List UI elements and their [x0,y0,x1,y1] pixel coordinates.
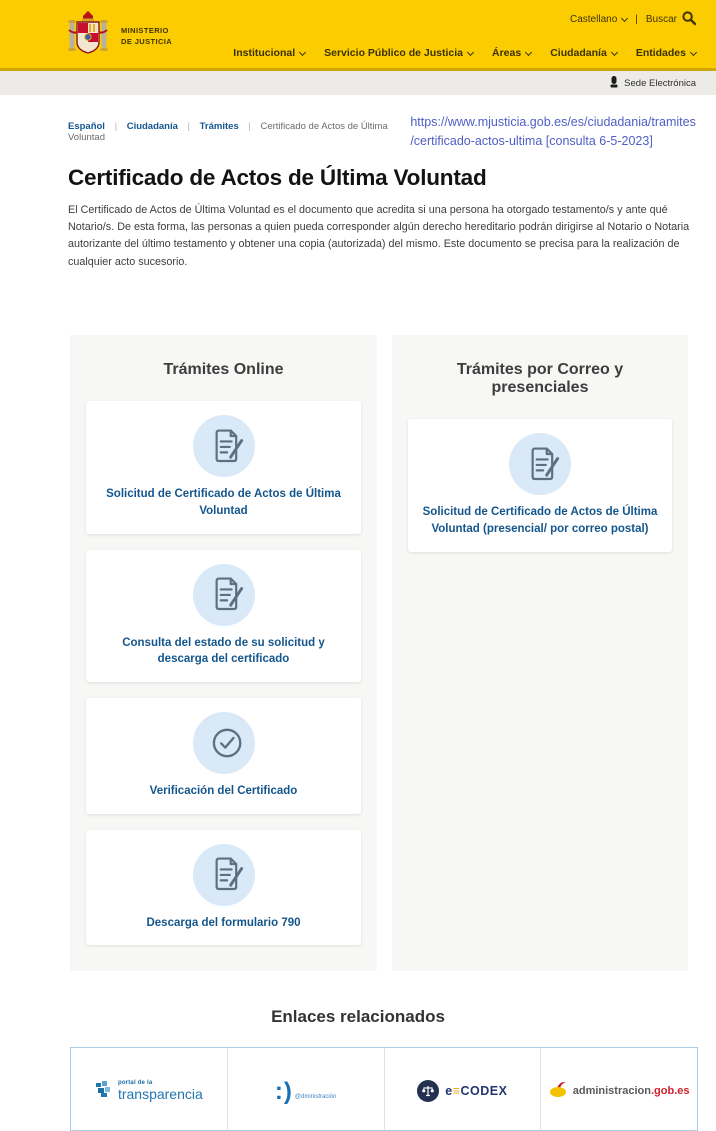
breadcrumb-current: Certificado de Actos de Última Voluntad [68,121,388,143]
panel-postal-title: Trámites por Correo y presenciales [456,361,624,397]
nav-item-ciudadania[interactable]: Ciudadanía [550,47,617,59]
logo-portal-transparencia[interactable]: portal de la transparencia [71,1048,228,1130]
sede-electronica-label: Sede Electrónica [624,77,696,89]
logo-administracion-electronica[interactable]: :) @dministración [228,1048,385,1130]
card-descarga-790[interactable] [86,830,361,946]
card-label: Solicitud de Certificado de Actos de Última Voluntad (presencial/ por correo postal) [422,506,658,536]
spain-coat-of-arms-icon [68,10,108,62]
chevron-down-icon [621,15,628,22]
tramites-panels [70,335,688,971]
chevron-down-icon [611,48,618,55]
check-circle-icon [204,721,244,766]
card-solicitud-certificado[interactable] [86,401,361,533]
smiley-logo-icon: :) [274,1077,293,1105]
chevron-down-icon [690,48,697,55]
logo-e-codex[interactable]: e≡CODEX [385,1048,542,1130]
breadcrumb-ciudadania[interactable]: Ciudadanía [126,121,178,132]
language-label: Castellano [570,14,618,25]
document-edit-icon [204,424,244,469]
breadcrumb: Español | Ciudadanía | Trámites | Certificado de Actos de Última Voluntad [68,121,388,143]
card-label: Descarga del formulario 790 [146,916,301,929]
sede-electronica-link[interactable] [610,76,696,91]
search-label: Buscar [645,14,677,25]
nav-item-servicio-publico[interactable]: Servicio Público de Justicia [324,47,473,59]
panel-online-title: Trámites Online [163,361,284,379]
breadcrumb-tramites[interactable]: Trámites [199,121,239,132]
agob-swoosh-icon [549,1080,571,1103]
document-edit-icon [520,442,560,487]
panel-tramites-online [70,335,377,971]
main-navigation [233,47,696,59]
language-selector[interactable] [570,14,627,25]
header-utility-bar [570,11,696,28]
card-label: Solicitud de Certificado de Actos de Última Voluntad [106,488,341,518]
chevron-down-icon [299,48,306,55]
intro-paragraph: El Certificado de Actos de Última Voluntad es el documento que acredita si una persona ha otorgado testamento/s y ante qué Notario/s. De esta forma, las personas a quien pueda corresponder algún derecho hereditario podrán dirigirse al Notario o Notaria autorizante del último testamento y obtener una copia (autorizada) del mismo. Este documento se precisa para la realización de cualquier acto sucesorio. [68,203,690,268]
related-links-box [70,1047,698,1131]
card-label: Consulta del estado de su solicitud y descarga del certificado [122,636,325,666]
main-content [0,113,716,1131]
scales-icon [417,1080,439,1102]
transparencia-icon [95,1080,115,1103]
nav-item-areas[interactable]: Áreas [492,47,531,59]
breadcrumb-espanol[interactable]: Español [68,121,105,132]
nav-item-institucional[interactable]: Institucional [233,47,305,59]
chevron-down-icon [525,48,532,55]
chevron-down-icon [467,48,474,55]
search-icon [677,11,696,28]
document-edit-icon [204,572,244,617]
subheader-bar [0,68,716,95]
document-edit-icon [204,852,244,897]
ministry-name: MINISTERIO DE JUSTICIA [121,25,173,46]
card-verificacion[interactable] [86,698,361,814]
card-solicitud-presencial[interactable] [408,419,672,551]
nav-item-entidades[interactable]: Entidades [636,47,696,59]
site-header [0,0,716,68]
ministry-logo[interactable] [68,10,172,62]
url-citation: https://www.mjusticia.gob.es/es/ciudadania/tramites /certificado-actos-ultima [consulta 6-5-2023] [410,115,696,148]
page-title: Certificado de Actos de Última Voluntad [68,164,487,190]
related-links-title: Enlaces relacionados [271,1007,445,1027]
card-label: Verificación del Certificado [149,785,298,798]
utility-divider: | [635,14,638,25]
stamp-icon [610,76,618,91]
search-button[interactable] [646,11,696,28]
panel-tramites-correo [392,335,688,971]
logo-administracion-gob-es[interactable]: administracion.gob.es [541,1048,697,1130]
card-consulta-estado[interactable] [86,550,361,682]
